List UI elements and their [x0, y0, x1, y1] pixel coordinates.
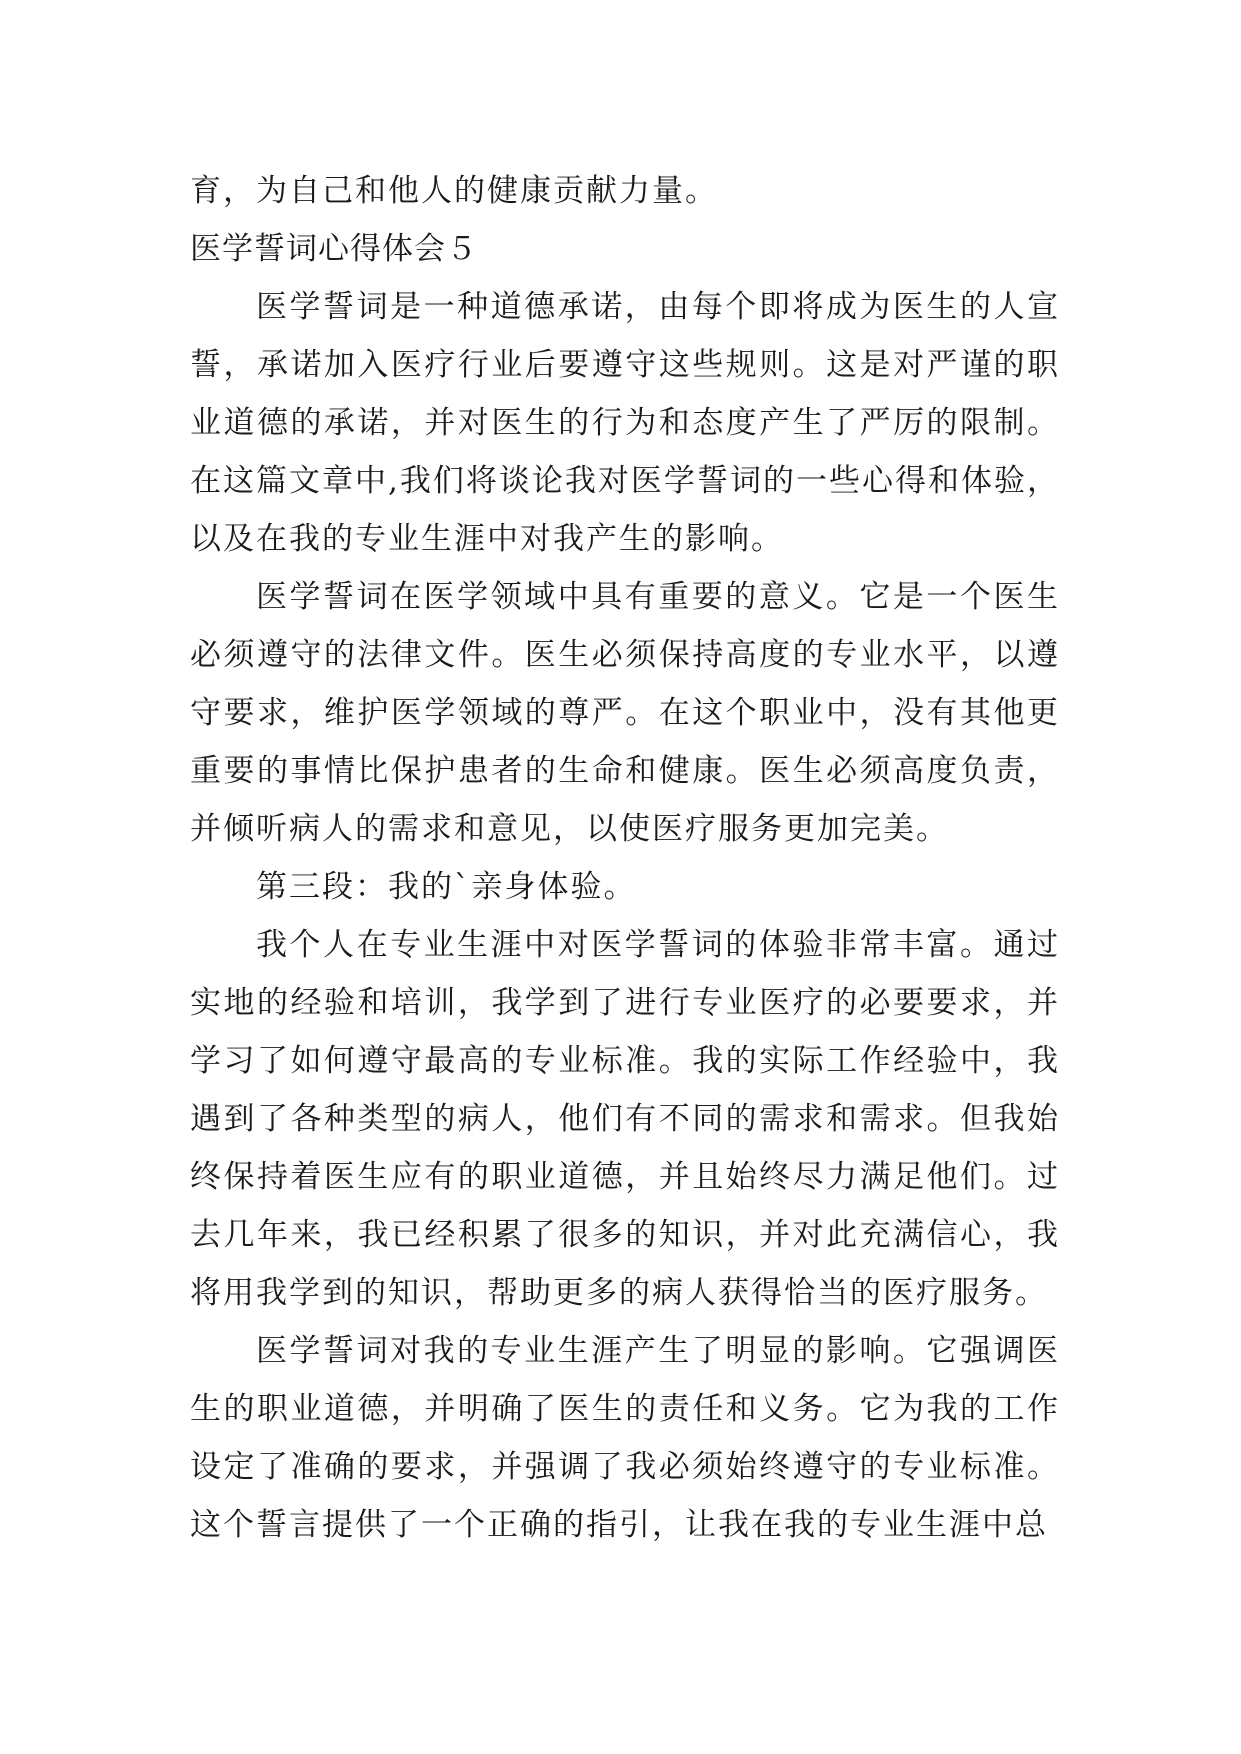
continuation-line: 育，为自己和他人的健康贡献力量。: [190, 173, 718, 209]
paragraph-5: 医学誓词对我的专业生涯产生了明显的影响。它强调医生的职业道德，并明确了医生的责任和义务。它为我的工作设定了准确的要求，并强调了我必须始终遵守的专业标准。这个誓言提供了一个正确的指引，让我在我的专业生涯中总: [190, 1333, 1060, 1543]
paragraph-4: 我个人在专业生涯中对医学誓词的体验非常丰富。通过实地的经验和培训，我学到了进行专业医疗的必要要求，并学习了如何遵守最高的专业标准。我的实际工作经验中，我遇到了各种类型的病人，他们有不同的需求和需求。但我始终保持着医生应有的职业道德，并且始终尽力满足他们。过去几年来，我已经积累了很多的知识，并对此充满信心，我将用我学到的知识，帮助更多的病人获得恰当的医疗服务。: [190, 927, 1060, 1311]
paragraph-1: 医学誓词是一种道德承诺，由每个即将成为医生的人宣誓，承诺加入医疗行业后要遵守这些规则。这是对严谨的职业道德的承诺，并对医生的行为和态度产生了严厉的限制。在这篇文章中,我们将谈论我对医学誓词的一些心得和体验，以及在我的专业生涯中对我产生的影响。: [190, 289, 1060, 557]
section-title: 医学誓词心得体会５: [190, 231, 478, 267]
document-body: [190, 162, 1060, 1554]
paragraph-3: 第三段：我的`亲身体验。: [256, 869, 637, 905]
paragraph-2: 医学誓词在医学领域中具有重要的意义。它是一个医生必须遵守的法律文件。医生必须保持高度的专业水平，以遵守要求，维护医学领域的尊严。在这个职业中，没有其他更重要的事情比保护患者的生命和健康。医生必须高度负责，并倾听病人的需求和意见，以使医疗服务更加完美。: [190, 579, 1060, 847]
